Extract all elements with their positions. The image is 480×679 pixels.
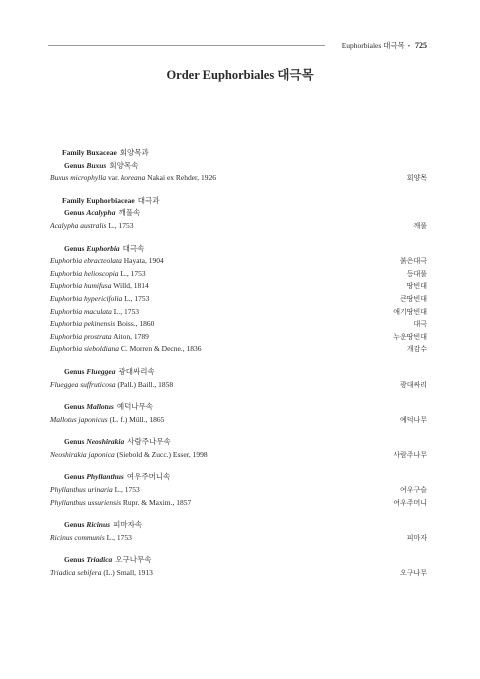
species-row	[50, 220, 427, 233]
species-row	[50, 293, 427, 306]
header-separator: •	[407, 44, 410, 50]
species-scientific-name	[50, 280, 149, 293]
species-binomial: Mallotus japonicus	[50, 414, 108, 424]
species-author: Nakai ex Rehder, 1926	[145, 173, 217, 183]
family-korean: 대극과	[137, 195, 160, 205]
genus-prefix: Genus	[64, 160, 85, 170]
family-heading	[50, 195, 427, 208]
genus-heading	[50, 554, 427, 567]
species-korean-name: 애기땅빈대	[393, 307, 427, 316]
page-number: 725	[415, 41, 427, 50]
species-infraspecific: koreana	[120, 173, 146, 183]
species-binomial: Phyllanthus urinaria	[50, 485, 113, 495]
species-scientific-name	[50, 220, 134, 233]
species-author: (L. f.) Müll., 1865	[107, 414, 165, 424]
genus-heading	[50, 243, 427, 256]
species-korean-name: 사람주나무	[393, 450, 427, 459]
genus-korean: 깨풀속	[118, 208, 141, 218]
species-scientific-name	[50, 268, 146, 281]
species-rank: var.	[106, 173, 121, 183]
genus-prefix: Genus	[64, 366, 85, 376]
genus-heading	[50, 207, 427, 220]
species-korean-name: 회양목	[406, 174, 427, 183]
species-row	[50, 280, 427, 293]
species-binomial: Euphorbia prostrata	[50, 331, 112, 341]
genus-korean: 오구나무속	[115, 555, 152, 565]
species-korean-name: 개감수	[406, 345, 427, 354]
species-row	[50, 414, 427, 427]
species-binomial: Phyllanthus ussuriensis	[50, 497, 122, 507]
genus-name: Phyllanthus	[86, 472, 124, 482]
genus-heading	[50, 366, 427, 379]
genus-prefix: Genus	[64, 402, 85, 412]
species-binomial: Euphorbia pekinensis	[50, 319, 116, 329]
genus-prefix: Genus	[64, 243, 85, 253]
species-row	[50, 484, 427, 497]
genus-heading	[50, 436, 427, 449]
species-binomial: Buxus microphylla	[50, 173, 107, 183]
genus-prefix: Genus	[64, 520, 85, 530]
species-author: Boiss., 1860	[115, 319, 155, 329]
species-binomial: Ricinus communis	[50, 532, 105, 542]
order-title: Order Euphorbiales 대극목	[166, 68, 314, 82]
species-korean-name: 등대풀	[406, 269, 427, 278]
genus-name: Ricinus	[86, 520, 111, 530]
species-row	[50, 497, 427, 510]
species-binomial: Euphorbia helioscopia	[50, 268, 119, 278]
species-korean-name: 피마자	[406, 533, 427, 542]
genus-prefix: Genus	[64, 555, 85, 565]
species-author: Aiton, 1789	[111, 331, 149, 341]
species-author: (Pall.) Baill., 1858	[115, 379, 174, 389]
species-scientific-name	[50, 497, 191, 510]
species-author: C. Morren & Decne., 1836	[118, 344, 202, 354]
species-author: (Siebold & Zucc.) Esser, 1998	[114, 449, 208, 459]
species-row	[50, 449, 427, 462]
species-korean-name: 오구나무	[399, 569, 427, 578]
genus-name: Euphorbia	[86, 243, 120, 253]
genus-heading	[50, 160, 427, 173]
genus-korean: 예덕나무속	[116, 402, 154, 412]
genus-heading	[50, 401, 427, 414]
species-scientific-name	[50, 331, 149, 344]
genus-korean: 대극속	[122, 243, 145, 253]
species-scientific-name	[50, 484, 140, 497]
species-binomial: Euphorbia sieboldiana	[50, 344, 119, 354]
genus-name: Mallotus	[86, 402, 114, 412]
species-row	[50, 532, 427, 545]
species-korean-name: 깨풀	[413, 221, 427, 230]
species-row	[50, 567, 427, 580]
genus-korean: 피마자속	[113, 520, 143, 530]
species-author: L., 1753	[104, 532, 132, 542]
genus-name: Flueggea	[86, 366, 116, 376]
species-korean-name: 여우주머니	[393, 498, 427, 507]
species-korean-name: 대극	[413, 320, 427, 329]
species-author: L., 1753	[106, 220, 134, 230]
genus-prefix: Genus	[64, 472, 85, 482]
species-row	[50, 306, 427, 319]
genus-korean: 여우주머니속	[126, 472, 171, 482]
genus-korean: 광대싸리속	[118, 366, 155, 376]
species-scientific-name	[50, 293, 149, 306]
species-scientific-name	[50, 414, 164, 427]
species-row	[50, 268, 427, 281]
genus-korean: 사람주나무속	[127, 437, 171, 447]
family-heading	[50, 147, 427, 160]
family-name: Family Buxaceae	[62, 148, 117, 157]
family-name: Family Euphorbiaceae	[62, 195, 135, 205]
species-scientific-name	[50, 379, 173, 392]
species-author: L., 1753	[112, 485, 140, 495]
species-scientific-name	[50, 306, 139, 319]
header-rule	[48, 45, 325, 46]
taxonomy-list	[50, 147, 427, 580]
species-binomial: Euphorbia maculata	[50, 306, 112, 316]
running-title-block	[342, 39, 427, 54]
species-binomial: Euphorbia humifusa	[50, 281, 112, 291]
genus-prefix: Genus	[64, 437, 85, 447]
species-author: Willd, 1814	[111, 281, 149, 291]
species-binomial: Euphorbia hypericifolia	[50, 293, 123, 303]
genus-heading	[50, 519, 427, 532]
species-binomial: Acalypha australis	[50, 220, 107, 230]
species-row	[50, 379, 427, 392]
genus-korean: 회양목속	[109, 160, 139, 170]
species-scientific-name	[50, 318, 154, 331]
species-row	[50, 172, 427, 185]
species-scientific-name	[50, 532, 132, 545]
species-binomial: Flueggea suffruticosa	[50, 379, 116, 389]
genus-prefix: Genus	[64, 208, 85, 218]
species-korean-name: 붉은대극	[399, 257, 427, 266]
species-korean-name: 광대싸리	[399, 380, 427, 389]
genus-name: Neoshirakia	[86, 437, 125, 447]
species-korean-name: 누운땅빈대	[393, 332, 427, 341]
species-row	[50, 343, 427, 356]
species-korean-name: 여우구슬	[399, 486, 427, 495]
species-scientific-name	[50, 172, 216, 185]
species-korean-name: 큰땅빈대	[399, 294, 427, 303]
species-korean-name: 땅빈대	[406, 282, 427, 291]
species-author: L., 1753	[111, 306, 139, 316]
species-scientific-name	[50, 567, 153, 580]
family-korean: 회양목과	[119, 148, 149, 157]
species-row	[50, 331, 427, 344]
species-scientific-name	[50, 255, 164, 268]
species-binomial: Triadica sebifera	[50, 568, 102, 578]
species-author: L., 1753	[118, 268, 146, 278]
species-author: Rupr. & Maxim., 1857	[121, 497, 192, 507]
genus-name: Buxus	[86, 160, 107, 170]
running-header	[48, 39, 427, 53]
species-binomial: Euphorbia ebracteolata	[50, 256, 122, 266]
genus-heading	[50, 471, 427, 484]
species-row	[50, 255, 427, 268]
species-row	[50, 318, 427, 331]
species-author: Hayata, 1904	[121, 256, 164, 266]
genus-name: Triadica	[86, 555, 113, 565]
species-author: (L.) Small, 1913	[101, 568, 153, 578]
genus-name: Acalypha	[86, 208, 116, 218]
species-korean-name: 예덕나무	[399, 415, 427, 424]
species-binomial: Neoshirakia japonica	[50, 449, 115, 459]
species-scientific-name	[50, 449, 208, 462]
running-title: Euphorbiales 대극목	[341, 41, 405, 50]
species-scientific-name	[50, 343, 201, 356]
species-author: L., 1753	[122, 293, 150, 303]
